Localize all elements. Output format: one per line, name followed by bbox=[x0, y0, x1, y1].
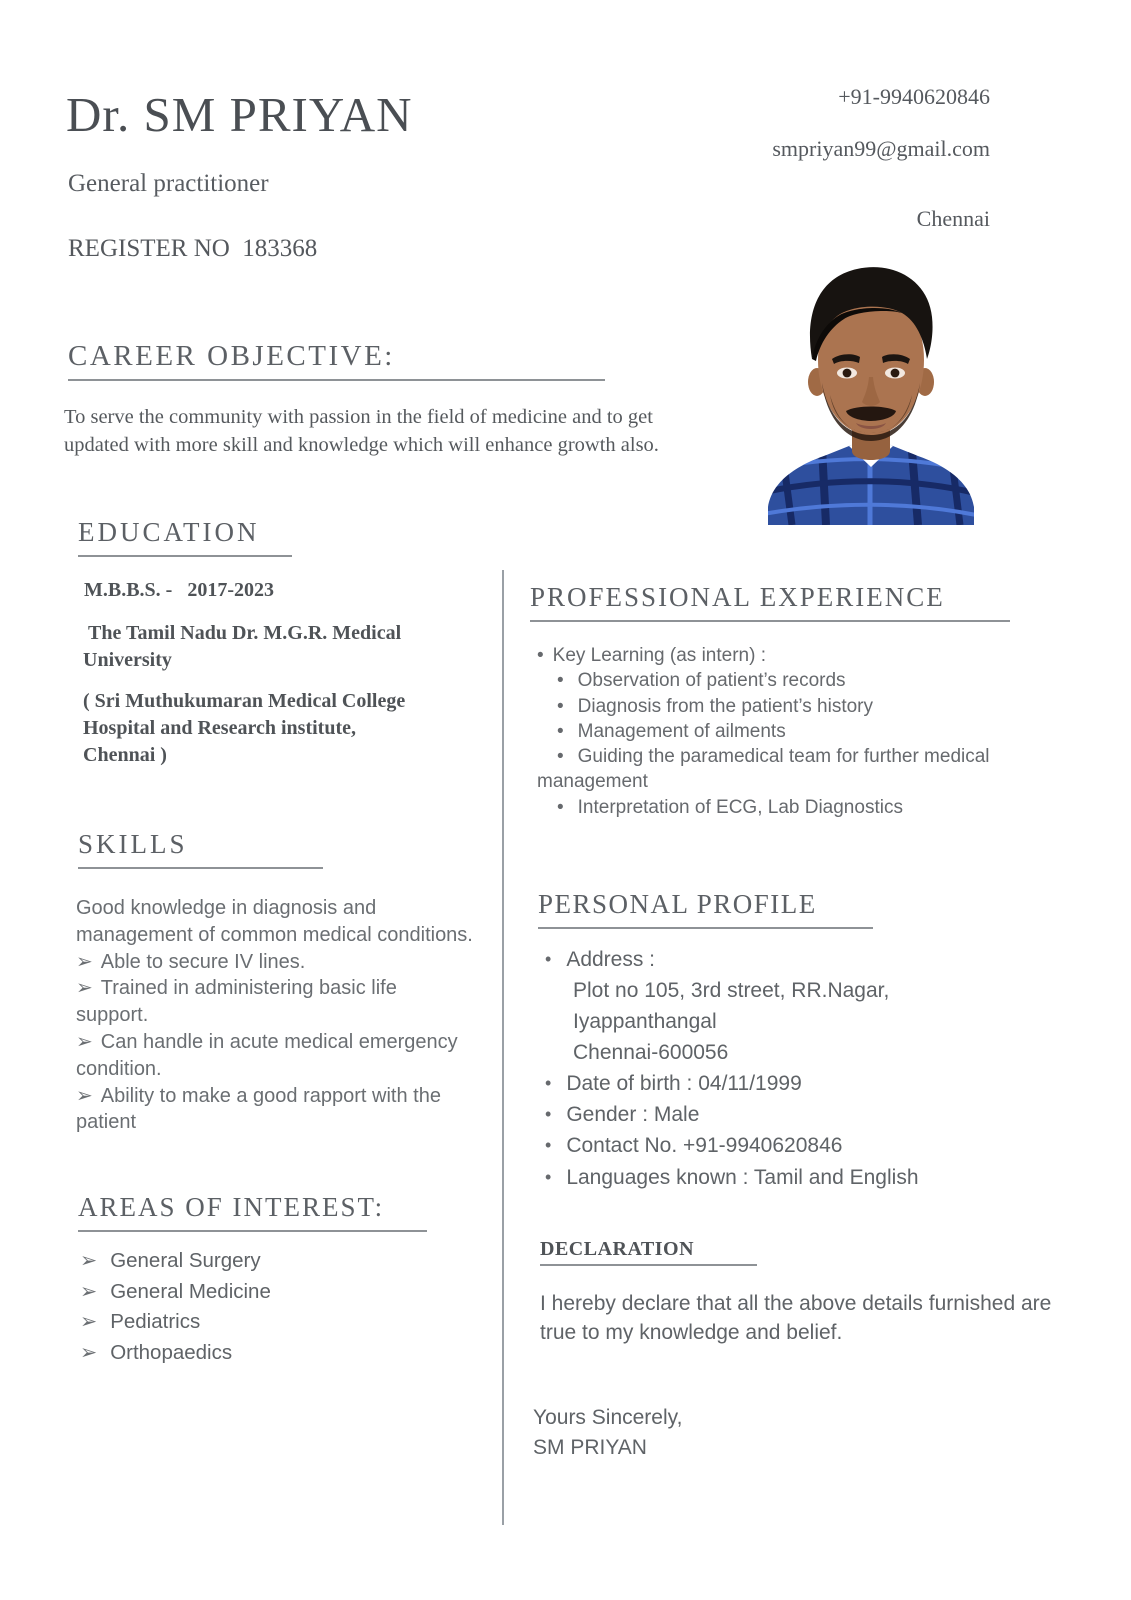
experience-item: • Observation of patient’s records bbox=[557, 670, 846, 692]
profile-item: • Gender : Male bbox=[545, 1103, 700, 1127]
education-university: The Tamil Nadu Dr. M.G.R. Medical University bbox=[83, 622, 407, 671]
dot-bullet-icon: • bbox=[545, 1135, 552, 1156]
dot-bullet-icon: • bbox=[557, 720, 564, 742]
experience-item: • Interpretation of ECG, Lab Diagnostics bbox=[557, 796, 903, 818]
location-city: Chennai bbox=[916, 206, 990, 231]
interest-item: ➢ Orthopaedics bbox=[80, 1341, 233, 1365]
personal-profile-underline bbox=[538, 927, 873, 929]
signature-name: SM PRIYAN bbox=[533, 1436, 647, 1460]
dot-bullet-icon: • bbox=[557, 796, 564, 818]
column-divider bbox=[502, 570, 504, 1525]
dot-bullet-icon: • bbox=[545, 1166, 552, 1187]
personal-profile-heading: PERSONAL PROFILE bbox=[538, 889, 817, 919]
declaration-text: I hereby declare that all the above details furnished are true to my knowledge and belief. bbox=[540, 1292, 1052, 1344]
arrow-bullet-icon: ➢ bbox=[76, 977, 93, 1000]
email-address: smpriyan99@gmail.com bbox=[772, 136, 990, 161]
arrow-bullet-icon: ➢ bbox=[76, 1084, 93, 1107]
skills-heading: SKILLS bbox=[78, 829, 188, 859]
closing-salutation: Yours Sincerely, bbox=[533, 1406, 683, 1429]
areas-of-interest-heading: AREAS OF INTEREST: bbox=[78, 1192, 385, 1222]
dot-bullet-icon: • bbox=[545, 949, 552, 969]
experience-item: • Guiding the paramedical team for further medical management bbox=[537, 746, 990, 793]
career-objective-underline bbox=[68, 379, 605, 381]
portrait-photo bbox=[752, 255, 990, 525]
arrow-bullet-icon: ➢ bbox=[80, 1310, 98, 1334]
personal-profile-list bbox=[545, 944, 1025, 1193]
person-name: Dr. SM PRIYAN bbox=[66, 87, 413, 142]
arrow-bullet-icon: ➢ bbox=[80, 1279, 98, 1303]
interest-item: ➢ General Surgery bbox=[80, 1249, 261, 1272]
job-title: General practitioner bbox=[68, 170, 269, 197]
dot-bullet-icon: • bbox=[557, 670, 564, 692]
professional-experience-list bbox=[537, 643, 1009, 820]
profile-item: • Date of birth : 04/11/1999 bbox=[545, 1072, 802, 1096]
declaration-underline bbox=[540, 1264, 757, 1266]
profile-address-line: Iyappanthangal bbox=[573, 1010, 717, 1034]
closing-block bbox=[533, 1403, 833, 1464]
career-objective-heading: CAREER OBJECTIVE: bbox=[68, 340, 395, 372]
experience-item: • Management of ailments bbox=[557, 720, 786, 742]
arrow-bullet-icon: ➢ bbox=[76, 1030, 93, 1053]
skill-item: ➢ Ability to make a good rapport with the patient bbox=[76, 1084, 441, 1134]
dot-bullet-icon: • bbox=[545, 1073, 552, 1094]
register-number: REGISTER NO 183368 bbox=[68, 235, 318, 262]
areas-of-interest-underline bbox=[78, 1230, 427, 1232]
education-underline bbox=[78, 555, 292, 557]
profile-address-line: Plot no 105, 3rd street, RR.Nagar, bbox=[573, 979, 890, 1003]
professional-experience-underline bbox=[530, 620, 1010, 622]
experience-item: • Diagnosis from the patient’s history bbox=[557, 695, 874, 717]
interest-item: ➢ General Medicine bbox=[80, 1279, 271, 1303]
skills-underline bbox=[78, 867, 323, 869]
declaration-heading: DECLARATION bbox=[540, 1238, 695, 1260]
education-college: ( Sri Muthukumaran Medical College Hospital and Research institute, Chennai ) bbox=[83, 690, 411, 766]
experience-lead: • Key Learning (as intern) : bbox=[537, 645, 766, 666]
career-objective-text: To serve the community with passion in the field of medicine and to get updated with more skill and knowledge which will enhance growth also. bbox=[64, 406, 659, 457]
skill-item: ➢ Trained in administering basic life support. bbox=[76, 977, 397, 1027]
phone-number: +91-9940620846 bbox=[838, 84, 990, 109]
skill-item: ➢ Able to secure IV lines. bbox=[76, 950, 306, 973]
skills-list bbox=[76, 895, 474, 1136]
skills-intro: Good knowledge in diagnosis and management of common medical conditions. bbox=[76, 897, 473, 946]
arrow-bullet-icon: ➢ bbox=[80, 1341, 98, 1365]
arrow-bullet-icon: ➢ bbox=[80, 1249, 98, 1272]
education-degree: M.B.B.S. - 2017-2023 bbox=[84, 579, 274, 601]
skill-item: ➢ Can handle in acute medical emergency condition. bbox=[76, 1030, 458, 1080]
areas-of-interest-list bbox=[80, 1246, 460, 1369]
professional-experience-heading: PROFESSIONAL EXPERIENCE bbox=[530, 582, 945, 612]
profile-address-label: • Address : bbox=[545, 948, 656, 971]
interest-item: ➢ Pediatrics bbox=[80, 1310, 201, 1334]
dot-bullet-icon: • bbox=[545, 1104, 552, 1125]
arrow-bullet-icon: ➢ bbox=[76, 950, 93, 973]
profile-address-line: Chennai-600056 bbox=[573, 1041, 729, 1065]
dot-bullet-icon: • bbox=[557, 695, 564, 717]
dot-bullet-icon: • bbox=[557, 746, 564, 768]
profile-item: • Contact No. +91-9940620846 bbox=[545, 1134, 843, 1158]
education-heading: EDUCATION bbox=[78, 517, 260, 547]
profile-item: • Languages known : Tamil and English bbox=[545, 1165, 919, 1189]
dot-bullet-icon: • bbox=[537, 645, 544, 666]
